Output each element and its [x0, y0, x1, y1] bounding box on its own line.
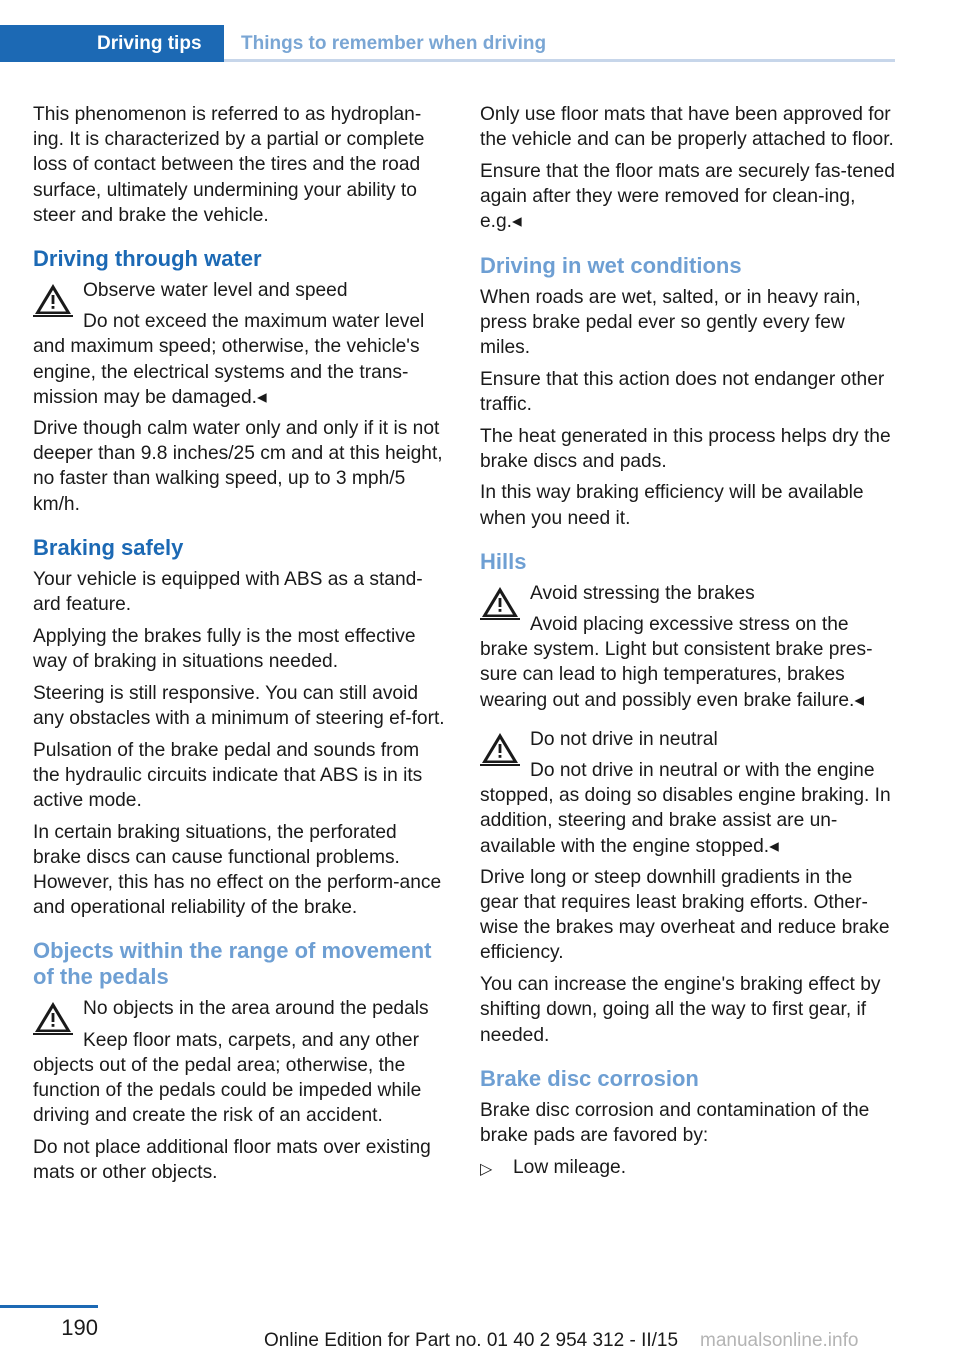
warning-body: Keep floor mats, carpets, and any other objects out of the pedal area; otherwise, the function of the pedals could be impeded while driving and create the risk of an accident. [33, 1029, 422, 1127]
warning-title: Do not drive in neutral [530, 728, 718, 750]
paragraph-corrosion: Brake disc corrosion and contamination of the brake pads are favored by: [480, 1099, 870, 1146]
warning-title: Avoid stressing the brakes [530, 582, 755, 604]
paragraph-floor-mats: Do not place additional floor mats over existing mats or other objects. [33, 1136, 431, 1183]
paragraph-hydroplaning: This phenomenon is referred to as hydroplan-ing. It is characterized by a partial or complete loss of contact between the tires and the road surface, ultimately undermining your ability to steer and brake the vehicle. [33, 104, 425, 226]
paragraph-steering: Steering is still responsive. You can still avoid any obstacles with a minimum of steering ef-fort. [33, 682, 445, 729]
paragraph-downhill: Drive long or steep downhill gradients in the gear that requires least braking efforts. Other-wise the brakes may overheat and reduce brake efficiency. [480, 866, 890, 964]
paragraph-apply-brakes: Applying the brakes fully is the most effective way of braking in situations needed. [33, 625, 416, 672]
right-column [480, 102, 895, 1180]
paragraph-engine-braking: You can increase the engine's braking effect by shifting down, going all the way to first gear, if needed. [480, 974, 881, 1046]
warning-triangle-icon [33, 281, 73, 317]
paragraph-pulsation: Pulsation of the brake pedal and sounds from the hydraulic circuits indicate that ABS is in its active mode. [33, 739, 423, 811]
warning-triangle-icon [33, 999, 73, 1035]
paragraph-efficiency: In this way braking efficiency will be available when you need it. [480, 482, 864, 529]
watermark-text: manualsonline.info [700, 1330, 859, 1351]
warning-body: Do not exceed the maximum water level and maximum speed; otherwise, the vehicle's engine, the electrical systems and the trans-mission may be damaged.◂ [33, 311, 425, 408]
page-header [0, 25, 895, 62]
warning-body: Do not drive in neutral or with the engine stopped, as doing so disables engine braking. In addition, steering and brake assist are un-available with the engine stopped.◂ [480, 760, 891, 857]
paragraph-wet-roads: When roads are wet, salted, or in heavy rain, press brake pedal ever so gently every few miles. [480, 286, 861, 358]
page-number: 190 [61, 1315, 98, 1340]
list-item-text: Low mileage. [513, 1156, 627, 1178]
paragraph-approved-mats: Only use floor mats that have been approved for the vehicle and can be properly attached to floor. [480, 104, 894, 151]
warning-triangle-icon [480, 584, 520, 620]
warning-neutral [480, 727, 895, 859]
warning-title: Observe water level and speed [83, 280, 348, 302]
warning-body: Avoid placing excessive stress on the brake system. Light but consistent brake pres-sure can lead to high temperatures, brakes wearing out and possibly even brake failure.◂ [480, 614, 873, 711]
header-section-tab: Driving tips [0, 25, 224, 62]
edition-text: Online Edition for Part no. 01 40 2 954 312 - II/15 [264, 1330, 679, 1351]
paragraph-perforated-discs: In certain braking situations, the perforated brake discs can cause functional problems. However, this has no effect on the perform-ance and operational reliability of the brake. [33, 821, 442, 919]
paragraph-endanger-traffic: Ensure that this action does not endanger other traffic. [480, 368, 885, 415]
paragraph-abs: Your vehicle is equipped with ABS as a stand-ard feature. [33, 568, 423, 616]
warning-triangle-icon [480, 730, 520, 766]
heading-wet-conditions: Driving in wet conditions [480, 252, 742, 278]
warning-stress-brakes [480, 581, 895, 713]
left-column [33, 102, 448, 1191]
heading-driving-through-water: Driving through water [33, 246, 262, 272]
heading-braking-safely: Braking safely [33, 534, 184, 560]
warning-no-objects [33, 996, 448, 1128]
heading-objects-pedals: Objects within the range of movement of the pedals [33, 938, 432, 990]
footer-line [0, 1305, 98, 1308]
bullet-triangle-icon: ▷ [480, 1160, 493, 1178]
paragraph-heat-dries: The heat generated in this process helps dry the brake discs and pads. [480, 425, 891, 472]
heading-hills: Hills [480, 548, 527, 574]
warning-title: No objects in the area around the pedals [83, 998, 429, 1020]
header-subsection-tab: Things to remember when driving [241, 33, 547, 54]
paragraph-fastened-mats: Ensure that the floor mats are securely fas-tened again after they were removed for clean-ing, e.g.◂ [480, 160, 895, 233]
warning-water-level [33, 278, 448, 410]
list-item [480, 1155, 895, 1180]
paragraph-calm-water: Drive though calm water only and only if it is not deeper than 9.8 inches/25 cm and at this height, no faster than walking speed, up to 3 mph/5 km/h. [33, 418, 443, 515]
heading-brake-disc-corrosion: Brake disc corrosion [480, 1065, 699, 1091]
